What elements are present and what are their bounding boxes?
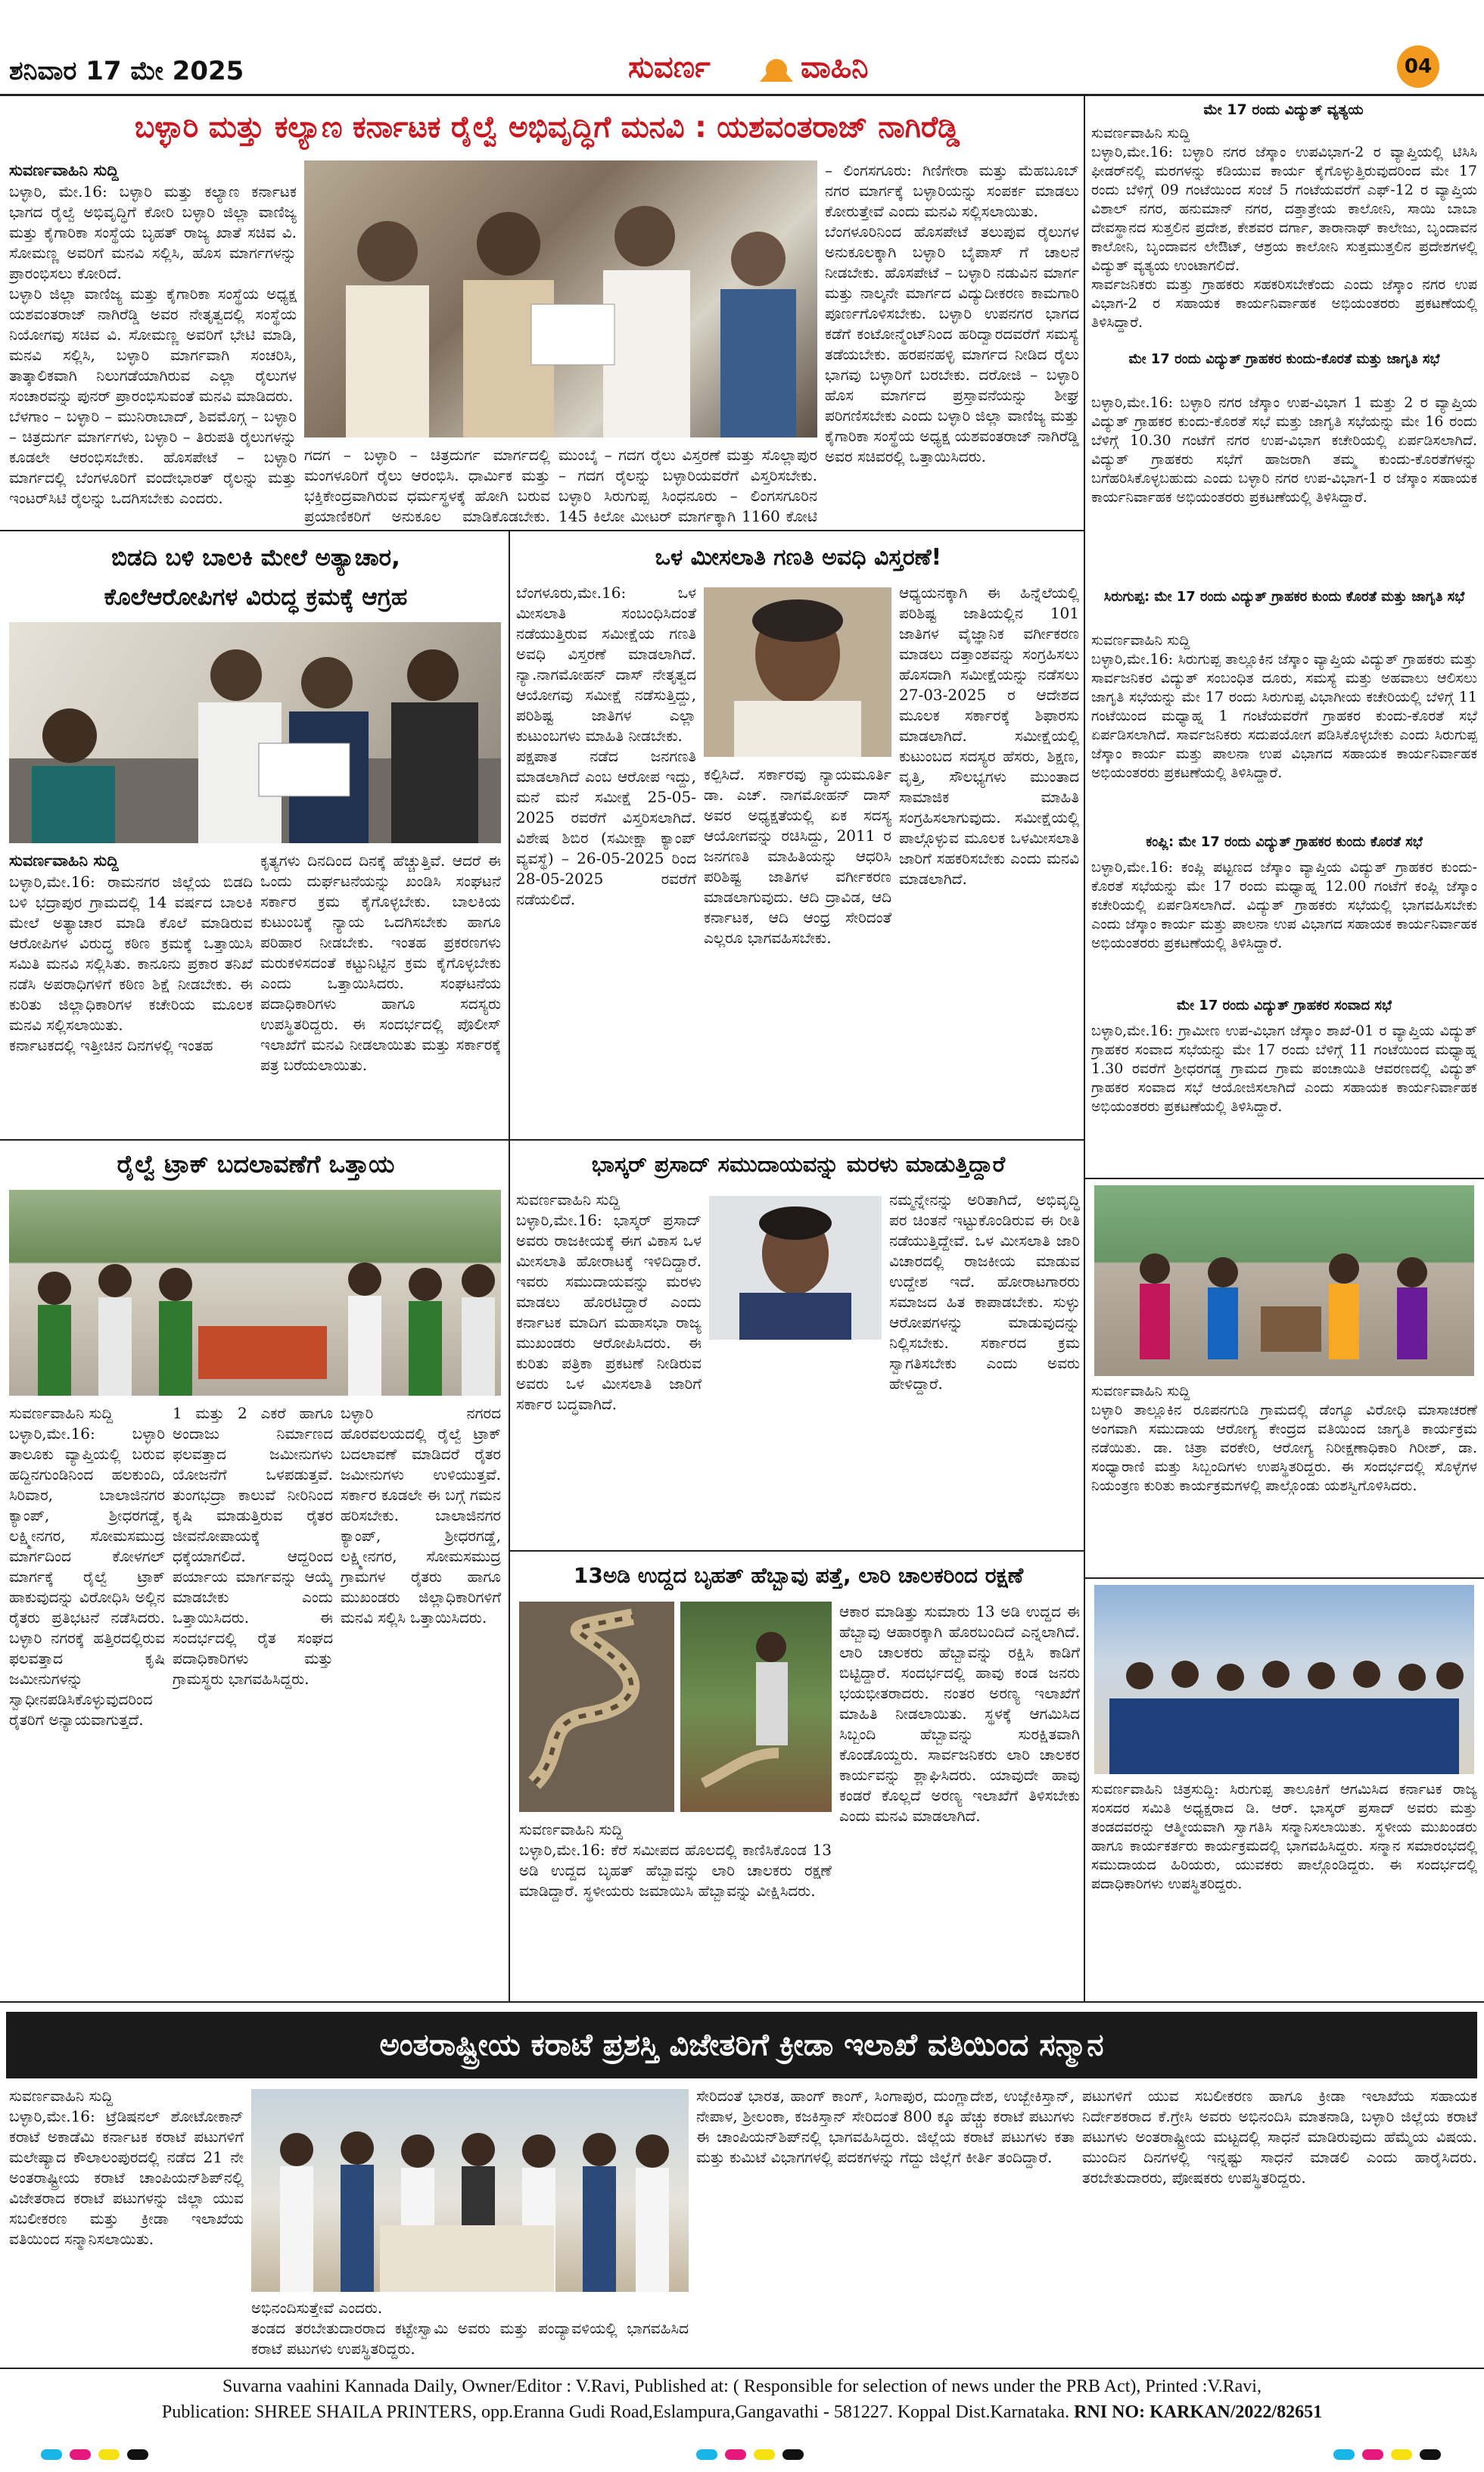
protest-crowd-icon xyxy=(9,1190,501,1396)
reservation-col2: ಕಲ್ಪಿಸಿದೆ. ಸರ್ಕಾರವು ನ್ಯಾಯಮೂರ್ತಿ ಡಾ. ಎಚ್. ನಾಗಮೋಹನ್ ದಾಸ್ ಅವರ ಅಧ್ಯಕ್ಷತೆಯಲ್ಲಿ ಏಕ ಸದಸ್ಯ ಆಯೋಗವನ್ನು ರಚಿಸಿದ್ದು, 2011 ರ ಜನಗಣತಿ ಮಾಹಿತಿಯನ್ನು ಆಧರಿಸಿ ಪರಿಶಿಷ್ಟ ಜಾತಿಗಳ ವರ್ಗೀಕರಣ ಮಾಡಲಾಗುವುದು. ಆದಿ ದ್ರಾವಿಡ, ಆದಿ ಕರ್ನಾಟಕ, ಆದಿ ಆಂಧ್ರ ಸೇರಿದಂತೆ ಎಲ್ಲರೂ ಭಾಗವಹಿಸಬೇಕು. xyxy=(704,765,891,947)
rule-above-footer xyxy=(0,2368,1484,2369)
black-mark-icon xyxy=(1420,2449,1441,2460)
photo-siruguppa-felicitation xyxy=(1094,1585,1474,1774)
photo-bellary-railway-memo xyxy=(304,160,817,437)
yellow-mark-icon xyxy=(98,2449,120,2460)
headline-power-meet-3: ಕಂಪ್ಲಿ: ಮೇ 17 ರಂದು ವಿದ್ಯುತ್ ಗ್ರಾಹಕರ ಕುಂದು ಕೊರತೆ ಸಭೆ xyxy=(1146,834,1423,850)
byline-bidadi: ಸುವರ್ಣವಾಹಿನಿ ಸುದ್ದಿ xyxy=(9,852,119,870)
masthead-rule xyxy=(0,94,1484,96)
footer-imprint xyxy=(0,2374,1484,2434)
bellary-railway-col1: ಬಳ್ಳಾರಿ, ಮೇ.16: ಬಳ್ಳಾರಿ ಮತ್ತು ಕಲ್ಯಾಣ ಕರ್ನಾಟಕ ಭಾಗದ ರೈಲ್ವೆ ಅಭಿವೃದ್ಧಿಗೆ ಕೋರಿ ಬಳ್ಳಾರಿ ಜಿಲ್ಲಾ ವಾಣಿಜ್ಯ ಮತ್ತು ಕೈಗಾರಿಕಾ ಸಂಸ್ಥೆಯ ಬೃಹತ್ ರಾಜ್ಯ ಖಾತೆ ಸಚಿವ ವಿ. ಸೋಮಣ್ಣ ಅವರಿಗೆ ಮನವಿ ಸಲ್ಲಿಸಿ, ಹೊಸ ಮಾರ್ಗಗಳನ್ನು ಪ್ರಾರಂಭಿಸಲು ಕೋರಿದೆ. ಬಳ್ಳಾರಿ ಜಿಲ್ಲಾ ವಾಣಿಜ್ಯ ಮತ್ತು ಕೈಗಾರಿಕಾ ಸಂಸ್ಥೆಯ ಅಧ್ಯಕ್ಷ ಯಶವಂತರಾಜ್ ನಾಗಿರೆಡ್ಡಿ ಅವರ ನೇತೃತ್ವದಲ್ಲಿ ಸಂಸ್ಥೆಯ ನಿಯೋಗವು ಸಚಿವ ವಿ. ಸೋಮಣ್ಣ ಅವರಿಗೆ ಭೇಟಿ ಮಾಡಿ, ಮನವಿ ಸಲ್ಲಿಸಿ, ಬಳ್ಳಾರಿ ಮಾರ್ಗವಾಗಿ ಸಂಚರಿಸಿ, ತಾತ್ಕಾಲಿಕವಾಗಿ ನಿಲುಗಡೆಯಾಗಿರುವ ಎಲ್ಲಾ ರೈಲುಗಳ ಸಂಚಾರವನ್ನು ಪುನರ್ ಪ್ರಾರಂಭಿಸುವಂತೆ ಮನವಿ ಮಾಡಿದರು. ಬೆಳಗಾಂ – ಬಳ್ಳಾರಿ – ಮುನಿರಾಬಾದ್, ಶಿವಮೊಗ್ಗ – ಬಳ್ಳಾರಿ – ಚಿತ್ರದುರ್ಗ ಮಾರ್ಗಗಳು, ಬಳ್ಳಾರಿ – ತಿರುಪತಿ ರೈಲುಗಳನ್ನು ಕೂಡಲೇ ಆರಂಭಿಸಬೇಕು. ಹೊಸಪೇಟೆ – ಬಳ್ಳಾರಿ ಮಾರ್ಗದಲ್ಲಿ ಬೆಂಗಳೂರಿಗೆ ವಂದೇಭಾರತ್ ರೈಲನ್ನು ಮತ್ತು ಇಂಟರ್‌ಸಿಟಿ ರೈಲನ್ನು ಒದಗಿಸಬೇಕು ಎಂದರು. xyxy=(9,182,297,507)
karate-col2: ಅಭಿನಂದಿಸುತ್ತೇವೆ ಎಂದರು. ತಂಡದ ತರಬೇತುದಾರರಾದ ಕಟ್ಟೇಸ್ವಾಮಿ ಅವರು ಮತ್ತು ಪಂದ್ಯಾವಳಿಯಲ್ಲಿ ಭಾಗವಹಿಸಿದ ಕರಾಟೆ ಪಟುಗಳು ಉಪಸ್ಥಿತರಿದ್ದರು. xyxy=(251,2299,689,2358)
page-number-badge xyxy=(1397,45,1439,88)
karate-col1: ಸುವರ್ಣವಾಹಿನಿ ಸುದ್ದಿ ಬಳ್ಳಾರಿ,ಮೇ.16: ಟ್ರೆಡಿಷನಲ್ ಶೋಟೋಕಾನ್ ಕರಾಟೆ ಅಕಾಡೆಮಿ ಕರ್ನಾಟಕ ಕರಾಟೆ ಪಟುಗಳಿಗೆ ಮಲೇಷ್ಯಾದ ಕೌಲಾಲಂಪುರದಲ್ಲಿ ನಡೆದ 21 ನೇ ಅಂತರಾಷ್ಟ್ರೀಯ ಕರಾಟೆ ಚಾಂಪಿಯನ್‌ಶಿಪ್‌ನಲ್ಲಿ ವಿಜೇತರಾದ ಕರಾಟೆ ಪಟುಗಳನ್ನು ಜಿಲ್ಲಾ ಯುವ ಸಬಲೀಕರಣ ಮತ್ತು ಕ್ರೀಡಾ ಇಲಾಖೆಯ ವತಿಯಿಂದ ಸನ್ಮಾನಿಸಲಾಯಿತು. xyxy=(9,2087,244,2248)
photo-python-snake xyxy=(519,1602,674,1812)
footer-line2 xyxy=(0,2399,1484,2425)
cyan-mark-icon xyxy=(696,2449,717,2460)
group-activity-icon xyxy=(1094,1185,1474,1376)
headline-power-meet-1: ಮೇ 17 ರಂದು ವಿದ್ಯುತ್ ಗ್ರಾಹಕರ ಕುಂದು-ಕೊರತೆ ಮತ್ತು ಜಾಗೃತಿ ಸಭೆ xyxy=(1128,351,1440,367)
brand-name-left: ಸುವರ್ಣ xyxy=(628,50,711,85)
rule-right-photo2 xyxy=(1084,1577,1484,1579)
bidadi-col2: ಕೃತ್ಯಗಳು ದಿನದಿಂದ ದಿನಕ್ಕೆ ಹೆಚ್ಚುತ್ತಿವೆ. ಆದರೆ ಈ ಒಂದು ದುರ್ಘಟನೆಯನ್ನು ಖಂಡಿಸಿ ಸಂಘಟನೆ ಸರ್ಕಾರ ಕ್ರಮ ಕೈಗೊಳ್ಳಬೇಕು. ಬಾಲಕಿಯ ಕುಟುಂಬಕ್ಕೆ ನ್ಯಾಯ ಒದಗಿಸಬೇಕು ಹಾಗೂ ಪರಿಹಾರ ನೀಡಬೇಕು. ಇಂತಹ ಪ್ರಕರಣಗಳು ಮರುಕಳಿಸದಂತೆ ಕಟ್ಟುನಿಟ್ಟಿನ ಕ್ರಮ ಕೈಗೊಳ್ಳಬೇಕು ಎಂದು ಒತ್ತಾಯಿಸಿದರು. ಸಂಘಟನೆಯ ಪದಾಧಿಕಾರಿಗಳು ಹಾಗೂ ಸದಸ್ಯರು ಉಪಸ್ಥಿತರಿದ್ದರು. ಈ ಸಂದರ್ಭದಲ್ಲಿ ಪೊಲೀಸ್ ಇಲಾಖೆಗೆ ಮನವಿ ನೀಡಲಾಯಿತು ಮತ್ತು ಸರ್ಕಾರಕ್ಕೆ ಪತ್ರ ಬರೆಯಲಾಯಿತು. xyxy=(260,852,501,1074)
headline-power-cut: ಮೇ 17 ರಂದು ವಿದ್ಯುತ್ ವ್ಯತ್ಯಯ xyxy=(1203,101,1364,118)
cyan-mark-icon xyxy=(41,2449,62,2460)
magenta-mark-icon xyxy=(1362,2449,1383,2460)
photo-karate-winners xyxy=(251,2089,689,2292)
divider-middle-bottom xyxy=(509,1139,510,2002)
date-label: ಶನಿವಾರ 17 ಮೇ 2025 xyxy=(9,56,244,86)
photo-python-rescue xyxy=(680,1602,832,1812)
python-col2: ಆಕಾರ ಮಾಡಿತ್ತು ಸುಮಾರು 13 ಅಡಿ ಉದ್ದದ ಈ ಹೆಬ್ಬಾವು ಆಹಾರಕ್ಕಾಗಿ ಹೊರಬಂದಿದೆ ಎನ್ನಲಾಗಿದೆ. ಲಾರಿ ಚಾಲಕರು ಹೆಬ್ಬಾವನ್ನು ರಕ್ಷಿಸಿ ಕಾಡಿಗೆ ಬಿಟ್ಟಿದ್ದಾರೆ. ಸಂದರ್ಭದಲ್ಲಿ ಹಾವು ಕಂಡ ಜನರು ಭಯಭೀತರಾದರು. ನಂತರ ಅರಣ್ಯ ಇಲಾಖೆಗೆ ಮಾಹಿತಿ ನೀಡಲಾಯಿತು. ಸ್ಥಳಕ್ಕೆ ಆಗಮಿಸಿದ ಸಿಬ್ಬಂದಿ ಹೆಬ್ಬಾವನ್ನು ಸುರಕ್ಷಿತವಾಗಿ ಕೊಂಡೊಯ್ದರು. ಸಾರ್ವಜನಿಕರು ಲಾರಿ ಚಾಲಕರ ಕಾರ್ಯವನ್ನು ಶ್ಲಾಘಿಸಿದರು. ಯಾವುದೇ ಹಾವು ಕಂಡರೆ ಕೊಲ್ಲದೆ ಅರಣ್ಯ ಇಲಾಖೆಗೆ ತಿಳಿಸಬೇಕು ಎಂದು ಮನವಿ ಮಾಡಲಾಗಿದೆ. xyxy=(839,1602,1080,1825)
page-number: 04 xyxy=(1404,55,1433,78)
headline-karate: ಅಂತರಾಷ್ಟ್ರೀಯ ಕರಾಟೆ ಪ್ರಶಸ್ತಿ ವಿಜೇತರಿಗೆ ಕ್ರೀಡಾ ಇಲಾಖೆ ವತಿಯಿಂದ ಸನ್ಮಾನ xyxy=(379,2028,1104,2063)
reservation-col1: ಬೆಂಗಳೂರು,ಮೇ.16: ಒಳ ಮೀಸಲಾತಿ ಸಂಬಂಧಿಸಿದಂತೆ ನಡೆಯುತ್ತಿರುವ ಸಮೀಕ್ಷೆಯ ಗಣತಿ ಅವಧಿ ವಿಸ್ತರಣೆ ಮಾಡಲಾಗಿದೆ. ನ್ಯಾ.ನಾಗಮೋಹನ್ ದಾಸ್ ನೇತೃತ್ವದ ಆಯೋಗವು ಸಮೀಕ್ಷೆ ನಡೆಸುತ್ತಿದ್ದು, ಪರಿಶಿಷ್ಟ ಜಾತಿಗಳ ಎಲ್ಲಾ ಕುಟುಂಬಗಳು ಮಾಹಿತಿ ನೀಡಬೇಕು. ಪಕ್ಷಪಾತ ನಡೆದ ಜನಗಣತಿ ಮಾಡಲಾಗಿದೆ ಎಂಬ ಆರೋಪ ಇದ್ದು, ಮನೆ ಮನೆ ಸಮೀಕ್ಷೆ 25-05-2025 ರವರೆಗೆ ವಿಸ್ತರಿಸಲಾಗಿದೆ. ವಿಶೇಷ ಶಿಬಿರ (ಸಮೀಕ್ಷಾ ಕ್ಯಾಂಪ್ ವ್ಯವಸ್ಥೆ) – 26-05-2025 ರಿಂದ 28-05-2025 ರವರೆಗೆ ನಡೆಯಲಿದೆ. xyxy=(516,584,696,908)
byline-bellary-railway: ಸುವರ್ಣವಾಹಿನಿ ಸುದ್ದಿ xyxy=(9,161,119,179)
black-mark-icon xyxy=(127,2449,148,2460)
railway-track-col3: ಬಳ್ಳಾರಿ ನಗರದ ಹೊರವಲಯದಲ್ಲಿ ರೈಲ್ವೆ ಟ್ರಾಕ್ ಬದಲಾವಣೆ ಮಾಡಿದರೆ ರೈತರ ಜಮೀನುಗಳು ಉಳಿಯುತ್ತವೆ. ಸರ್ಕಾರ ಕೂಡಲೇ ಈ ಬಗ್ಗೆ ಗಮನ ಹರಿಸಬೇಕು. ಬಾಲಾಜಿನಗರ ಕ್ಯಾಂಪ್, ಶ್ರೀಧರಗಡ್ಡೆ, ಲಕ್ಷ್ಮೀನಗರ, ಸೋಮಸಮುದ್ರ ಗ್ರಾಮಗಳ ರೈತರು ಹಾಗೂ ಮುಖಂಡರು ಜಿಲ್ಲಾಧಿಕಾರಿಗಳಿಗೆ ಮನವಿ ಸಲ್ಲಿಸಿ ಒತ್ತಾಯಿಸಿದರು. xyxy=(341,1404,501,1627)
railway-track-col2: 1 ಮತ್ತು 2 ಎಕರೆ ಹಾಗೂ ಅಂದಾಜು ನಿರ್ಮಾಣದ ಫಲವತ್ತಾದ ಜಮೀನುಗಳು ಯೋಜನೆಗೆ ಒಳಪಡುತ್ತವೆ. ತುಂಗಭದ್ರಾ ಕಾಲುವೆ ನೀರಿನಿಂದ ಕೃಷಿ ಮಾಡುತ್ತಿರುವ ರೈತರ ಜೀವನೋಪಾಯಕ್ಕೆ ಧಕ್ಕೆಯಾಗಲಿದೆ. ಆದ್ದರಿಂದ ಪರ್ಯಾಯ ಮಾರ್ಗವನ್ನು ಆಯ್ಕೆ ಮಾಡಬೇಕು ಎಂದು ಒತ್ತಾಯಿಸಿದರು. ಈ ಸಂದರ್ಭದಲ್ಲಿ ರೈತ ಸಂಘದ ಪದಾಧಿಕಾರಿಗಳು ಮತ್ತು ಗ್ರಾಮಸ್ಥರು ಭಾಗವಹಿಸಿದ್ದರು. xyxy=(173,1404,333,1688)
bellary-railway-col2: ಗದಗ – ಬಳ್ಳಾರಿ – ಚಿತ್ರದುರ್ಗ ಮಾರ್ಗದಲ್ಲಿ ಮಂಗಳೂರಿಗೆ ರೈಲು ಆರಂಭಿಸಿ. ಧಾರ್ಮಿಕ ಮತ್ತು ಭಕ್ತಿಕೇಂದ್ರವಾಗಿರುವ ಧರ್ಮಸ್ಥಳಕ್ಕೆ ಹೋಗಿ ಬರುವ ಪ್ರಯಾಣಿಕರಿಗೆ ಅನುಕೂಲ ಮಾಡಿಕೊಡಬೇಕು. xyxy=(304,446,550,525)
bellary-railway-col4: – ಲಿಂಗಸಗೂರು: ಗಿಣಿಗೇರಾ ಮತ್ತು ಮೆಹಬೂಬ್ ನಗರ ಮಾರ್ಗಕ್ಕೆ ಬಳ್ಳಾರಿಯನ್ನು ಸಂಪರ್ಕ ಮಾಡಲು ಕೋರುತ್ತೇವೆ ಎಂದು ಮನವಿ ಸಲ್ಲಿಸಲಾಯಿತು. ಬೆಂಗಳೂರಿನಿಂದ ಹೊಸಪೇಟೆ ತಲುಪುವ ರೈಲುಗಳ ಅನುಕೂಲಕ್ಕಾಗಿ ಬಳ್ಳಾರಿ ಬೈಪಾಸ್ ಗೆ ಚಾಲನೆ ನೀಡಬೇಕು. ಹೊಸಪೇಟೆ – ಬಳ್ಳಾರಿ ನಡುವಿನ ಮಾರ್ಗ ಮತ್ತು ನಾಲ್ಕನೇ ಮಾರ್ಗದ ವಿದ್ಯುದೀಕರಣ ಕಾಮಗಾರಿ ಪೂರ್ಣಗೊಳಿಸಬೇಕು. ಬಳ್ಳಾರಿ ಉಪನಗರ ಭಾಗದ ಕಡೆಗೆ ಕಂಟೋನ್ಮೆಂಟ್‌ನಿಂದ ಹರಿದ್ವಾರದವರೆಗೆ ಸಮಸ್ಯೆ ತಡೆಯಬೇಕು. ಹರಪನಹಳ್ಳಿ ಮಾರ್ಗದ ನೀಡಿದ ರೈಲು ಭಾಗವು ಬಳ್ಳಾರಿಗೆ ಬರಬೇಕು. ದರೋಜಿ – ಬಳ್ಳಾರಿ ಹೊಸ ಮಾರ್ಗದ ಪ್ರಸ್ತಾವನೆಯನ್ನು ಶೀಘ್ರ ಪರಿಗಣಿಸಬೇಕು ಎಂದು ಬಳ್ಳಾರಿ ಜಿಲ್ಲಾ ವಾಣಿಜ್ಯ ಮತ್ತು ಕೈಗಾರಿಕಾ ಸಂಸ್ಥೆಯ ಅಧ್ಯಕ್ಷ ಯಶವಂತರಾಜ್ ನಾಗಿರೆಡ್ಡಿ ಅವರ ಸಚಿವರಲ್ಲಿ ಒತ್ತಾಯಿಸಿದರು. xyxy=(825,161,1079,465)
brand-name-right: ವಾಹಿನಿ xyxy=(801,50,869,85)
railway-track-col1: ಸುವರ್ಣವಾಹಿನಿ ಸುದ್ದಿ ಬಳ್ಳಾರಿ,ಮೇ.16: ಬಳ್ಳಾರಿ ತಾಲೂಕು ವ್ಯಾಪ್ತಿಯಲ್ಲಿ ಬರುವ ಹದ್ದಿನಗುಂಡಿನಿಂದ ಹಲಕುಂದಿ, ಸಿರಿವಾರ, ಬಾಲಾಜಿನಗರ ಕ್ಯಾಂಪ್, ಶ್ರೀಧರಗಡ್ಡೆ, ಲಕ್ಷ್ಮೀನಗರ, ಸೋಮಸಮುದ್ರ ಮಾರ್ಗದಿಂದ ಕೋಳಗಲ್ ಮಾರ್ಗಕ್ಕೆ ರೈಲ್ವೆ ಟ್ರಾಕ್ ಹಾಕುವುದನ್ನು ವಿರೋಧಿಸಿ ಅಲ್ಲಿನ ರೈತರು ಪ್ರತಿಭಟನೆ ನಡೆಸಿದರು. ಬಳ್ಳಾರಿ ನಗರಕ್ಕೆ ಹತ್ತಿರದಲ್ಲಿರುವ ಫಲವತ್ತಾದ ಕೃಷಿ ಜಮೀನುಗಳನ್ನು ಸ್ವಾಧೀನಪಡಿಸಿಕೊಳ್ಳುವುದರಿಂದ ರೈತರಿಗೆ ಅನ್ಯಾಯವಾಗುತ್ತದೆ. xyxy=(9,1404,165,1729)
photo-bidadi-memorandum xyxy=(9,622,501,843)
rule-right-photo1 xyxy=(1084,1178,1484,1179)
headline-bidadi-line2: ಕೊಲೆಆರೋಪಿಗಳ ವಿರುದ್ಧ ಕ್ರಮಕ್ಕೆ ಆಗ್ರಹ xyxy=(104,584,408,611)
brand-logo xyxy=(628,50,954,89)
headline-internal-reservation: ಒಳ ಮೀಸಲಾತಿ ಗಣತಿ ಅವಧಿ ವಿಸ್ತರಣೆ! xyxy=(655,544,942,571)
rule-bhaskar-python xyxy=(509,1550,1084,1552)
karate-col4: ಪಟುಗಳಿಗೆ ಯುವ ಸಬಲೀಕರಣ ಹಾಗೂ ಕ್ರೀಡಾ ಇಲಾಖೆಯ ಸಹಾಯಕ ನಿರ್ದೇಶಕರಾದ ಕೆ.ಗ್ರೇಸಿ ಅವರು ಅಭಿನಂದಿಸಿ ಮಾತನಾಡಿ, ಬಳ್ಳಾರಿ ಜಿಲ್ಲೆಯ ಕರಾಟೆ ಪಟುಗಳು ಅಂತರಾಷ್ಟ್ರೀಯ ಮಟ್ಟದಲ್ಲಿ ಸಾಧನೆ ಮಾಡಿರುವುದು ಹೆಮ್ಮೆಯ ವಿಷಯ. ಮುಂದಿನ ದಿನಗಳಲ್ಲಿ ಇನ್ನಷ್ಟು ಸಾಧನೆ ಮಾಡಲಿ ಎಂದು ಹಾರೈಸಿದರು. ತರಬೇತುದಾರರು, ಪೋಷಕರು ಉಪಸ್ಥಿತರಿದ್ದರು. xyxy=(1082,2087,1477,2187)
black-mark-icon xyxy=(782,2449,804,2460)
power-meet-2-body: ಸುವರ್ಣವಾಹಿನಿ ಸುದ್ದಿ ಬಳ್ಳಾರಿ,ಮೇ.16: ಸಿರುಗುಪ್ಪ ತಾಲ್ಲೂಕಿನ ಜೆಸ್ಕಾಂ ವ್ಯಾಪ್ತಿಯ ವಿದ್ಯುತ್ ಗ್ರಾಹಕರು ಮತ್ತು ಸಾರ್ವಜನಿಕರ ವಿದ್ಯುತ್ ಸಂಬಂಧಿತ ದೂರು, ಸಮಸ್ಯೆ ಮತ್ತು ಅಹವಾಲು ಆಲಿಸಲು ಜಾಗೃತಿ ಸಭೆಯನ್ನು ಮೇ 17 ರಂದು ಸಿರುಗುಪ್ಪ ವಿಭಾಗೀಯ ಕಚೇರಿಯಲ್ಲಿ ಬೆಳಿಗ್ಗೆ 11 ಗಂಟೆಯಿಂದ ಮಧ್ಯಾಹ್ನ 1 ಗಂಟೆಯವರೆಗೆ ಗ್ರಾಹಕರ ಕುಂದು-ಕೊರತೆ ಸಭೆ ಏರ್ಪಡಿಸಲಾಗಿದೆ. ಸಾರ್ವಜನಿಕರು ಸದುಪಯೋಗ ಪಡಿಸಿಕೊಳ್ಳಬೇಕು ಎಂದು ಸಿರುಗುಪ್ಪ ಜೆಸ್ಕಾಂ ಕಾರ್ಯ ಮತ್ತು ಪಾಲನಾ ಉಪ ವಿಭಾಗದ ಸಹಾಯಕ ಕಾರ್ಯನಿರ್ವಾಹಕ ಅಭಿಯಂತರರು ಪ್ರಕಟಣೆಯಲ್ಲಿ ತಿಳಿಸಿದ್ದಾರೆ. xyxy=(1091,632,1477,781)
right-column-divider xyxy=(1084,94,1085,2001)
rule-below-railway xyxy=(0,530,1084,531)
group-photo-icon xyxy=(251,2089,689,2292)
headline-python-rescue: 13ಅಡಿ ಉದ್ದದ ಬೃಹತ್ ಹೆಬ್ಬಾವು ಪತ್ತೆ, ಲಾರಿ ಚಾಲಕರಿಂದ ರಕ್ಷಣೆ xyxy=(573,1563,1024,1588)
bellary-railway-col3: ಮುಂಬೈ – ಗದಗ ರೈಲು ವಿಸ್ತರಣೆ ಮತ್ತು ಸೊಲ್ಲಾಪುರ – ಗದಗ ರೈಲನ್ನು ಬಳ್ಳಾರಿಯವರೆಗೆ ವಿಸ್ತರಿಸಬೇಕು. ಬಳ್ಳಾರಿ ಸಿರುಗುಪ್ಪ ಸಿಂಧನೂರು – ಲಿಂಗಸಗೂರಿನ 145 ಕಿಲೋ ಮೀಟರ್ ಮಾರ್ಗಕ್ಕಾಗಿ 1160 ಕೋಟಿ xyxy=(558,446,817,525)
photo-reservation-official xyxy=(704,587,891,757)
footer-publication: Publication: SHREE SHAILA PRINTERS, opp.Eranna Gudi Road,Eslampura,Gangavathi - 581227. Koppal Dist.Karnataka. xyxy=(161,2402,1075,2422)
reservation-col3: ಆಧ್ಯಯನಕ್ಕಾಗಿ ಈ ಹಿನ್ನೆಲೆಯಲ್ಲಿ ಪರಿಶಿಷ್ಟ ಜಾತಿಯಲ್ಲಿನ 101 ಜಾತಿಗಳ ವೈಜ್ಞಾನಿಕ ವರ್ಗೀಕರಣ ಮಾಡಲು ದತ್ತಾಂಶವನ್ನು ಸಂಗ್ರಹಿಸಲು ಹೊಸದಾಗಿ ಸಮೀಕ್ಷೆಯನ್ನು ನಡೆಸಲು 27-03-2025 ರ ಆದೇಶದ ಮೂಲಕ ಸರ್ಕಾರಕ್ಕೆ ಶಿಫಾರಸು ಮಾಡಲಾಗಿದೆ. ಸಮೀಕ್ಷೆಯಲ್ಲಿ ಕುಟುಂಬದ ಸದಸ್ಯರ ಹೆಸರು, ಶಿಕ್ಷಣ, ವೃತ್ತಿ, ಸೌಲಭ್ಯಗಳು ಮುಂತಾದ ಸಾಮಾಜಿಕ ಮಾಹಿತಿ ಸಂಗ್ರಹಿಸಲಾಗುವುದು. ಸಮೀಕ್ಷೆಯಲ್ಲಿ ಪಾಲ್ಗೊಳ್ಳುವ ಮೂಲಕ ಒಳಮೀಸಲಾತಿ ಜಾರಿಗೆ ಸಹಕರಿಸಬೇಕು ಎಂದು ಮನವಿ ಮಾಡಲಾಗಿದೆ. xyxy=(899,584,1079,888)
photo-farmers-protest xyxy=(9,1190,501,1396)
bidadi-col1: ಬಳ್ಳಾರಿ,ಮೇ.16: ರಾಮನಗರ ಜಿಲ್ಲೆಯ ಬಿಡದಿ ಬಳಿ ಭದ್ರಾಪುರ ಗ್ರಾಮದಲ್ಲಿ 14 ವರ್ಷದ ಬಾಲಕಿ ಮೇಲೆ ಅತ್ಯಾಚಾರ ಮಾಡಿ ಕೊಲೆ ಮಾಡಿರುವ ಆರೋಪಿಗಳ ವಿರುದ್ಧ ಕಠಿಣ ಕ್ರಮಕ್ಕೆ ಒತ್ತಾಯಿಸಿ ಸಮಿತಿ ಮನವಿ ಸಲ್ಲಿಸಿತು. ಕಾನೂನು ಪ್ರಕಾರ ತನಿಖೆ ನಡೆಸಿ ಅಪರಾಧಿಗಳಿಗೆ ಕಠಿಣ ಶಿಕ್ಷೆ ನೀಡಬೇಕು. ಈ ಕುರಿತು ಜಿಲ್ಲಾಧಿಕಾರಿಗಳ ಕಚೇರಿಯ ಮೂಲಕ ಮನವಿ ಸಲ್ಲಿಸಲಾಯಿತು. ಕರ್ನಾಟಕದಲ್ಲಿ ಇತ್ತೀಚಿನ ದಿನಗಳಲ್ಲಿ ಇಂತಹ xyxy=(9,873,253,1054)
yellow-mark-icon xyxy=(1391,2449,1412,2460)
cyan-mark-icon xyxy=(1333,2449,1355,2460)
footer-rni: RNI NO: KARKAN/2022/82651 xyxy=(1074,2402,1323,2422)
bhaskar-col1: ಸುವರ್ಣವಾಹಿನಿ ಸುದ್ದಿ ಬಳ್ಳಾರಿ,ಮೇ.16: ಭಾಸ್ಕರ್ ಪ್ರಸಾದ್ ಅವರು ರಾಜಕೀಯಕ್ಕೆ ಈಗ ವಿಕಾಸ ಒಳ ಮೀಸಲಾತಿ ಹೋರಾಟಕ್ಕೆ ಇಳಿದಿದ್ದಾರೆ. ಇವರು ಸಮುದಾಯವನ್ನು ಮರಳು ಮಾಡಲು ಹೊರಟಿದ್ದಾರೆ ಎಂದು ಕರ್ನಾಟಕ ಮಾದಿಗ ಮಹಾಸಭಾ ರಾಜ್ಯ ಮುಖಂಡರು ಆರೋಪಿಸಿದರು. ಈ ಕುರಿತು ಪತ್ರಿಕಾ ಪ್ರಕಟಣೆ ನೀಡಿರುವ ಅವರು ಒಳ ಮೀಸಲಾತಿ ಜಾರಿಗೆ ಸರ್ಕಾರ ಬದ್ಧವಾಗಿದೆ. xyxy=(516,1191,702,1413)
rule-below-middle xyxy=(0,1139,1084,1141)
portrait-icon xyxy=(709,1196,882,1340)
headline-power-meet-2: ಸಿರುಗುಪ್ಪ: ಮೇ 17 ರಂದು ವಿದ್ಯುತ್ ಗ್ರಾಹಕರ ಕುಂದು ಕೊರತೆ ಮತ್ತು ಜಾಗೃತಿ ಸಭೆ xyxy=(1103,589,1465,605)
python-col1: ಸುವರ್ಣವಾಹಿನಿ ಸುದ್ದಿ ಬಳ್ಳಾರಿ,ಮೇ.16: ಕೆರೆ ಸಮೀಪದ ಹೊಲದಲ್ಲಿ ಕಾಣಿಸಿಕೊಂಡ 13 ಅಡಿ ಉದ್ದದ ಬೃಹತ್ ಹೆಬ್ಬಾವನ್ನು ಲಾರಿ ಚಾಲಕರು ರಕ್ಷಣೆ ಮಾಡಿದ್ದಾರೆ. ಸ್ಥಳೀಯರು ಜಮಾಯಿಸಿ ಹೆಬ್ಬಾವನ್ನು ವೀಕ್ಷಿಸಿದರು. xyxy=(519,1820,832,1900)
power-meet-1-body: ಬಳ್ಳಾರಿ,ಮೇ.16: ಬಳ್ಳಾರಿ ನಗರ ಜೆಸ್ಕಾಂ ಉಪ-ವಿಭಾಗ 1 ಮತ್ತು 2 ರ ವ್ಯಾಪ್ತಿಯ ವಿದ್ಯುತ್ ಗ್ರಾಹಕರ ಕುಂದು-ಕೊರತೆ ಸಭೆ ಮತ್ತು ಜಾಗೃತಿ ಸಭೆಯನ್ನು ಮೇ 16 ರಂದು ಬೆಳಿಗ್ಗೆ 10.30 ಗಂಟೆಗೆ ನಗರ ಉಪ-ವಿಭಾಗ ಕಚೇರಿಯಲ್ಲಿ ಏರ್ಪಡಿಸಲಾಗಿದೆ. ವಿದ್ಯುತ್ ಗ್ರಾಹಕರು ಸಭೆಗೆ ಹಾಜರಾಗಿ ತಮ್ಮ ಕುಂದು-ಕೊರತೆಗಳನ್ನು ಬಗೆಹರಿಸಿಕೊಳ್ಳಬಹುದು ಎಂದು ಬಳ್ಳಾರಿ ನಗರ ಉಪ-ವಿಭಾಗ-1 ರ ಜೆಸ್ಕಾಂ ಸಹಾಯಕ ಕಾರ್ಯನಿರ್ವಾಹಕ ಅಭಿಯಂತರರು ಪ್ರಕಟಣೆಯಲ್ಲಿ ತಿಳಿಸಿದ್ದಾರೆ. xyxy=(1091,394,1477,506)
headline-bellary-railway: ಬಳ್ಳಾರಿ ಮತ್ತು ಕಲ್ಯಾಣ ಕರ್ನಾಟಕ ರೈಲ್ವೆ ಅಭಿವೃದ್ಧಿಗೆ ಮನವಿ : ಯಶವಂತರಾಜ್ ನಾಗಿರೆಡ್ಡಿ xyxy=(134,111,960,145)
magenta-mark-icon xyxy=(725,2449,746,2460)
yellow-mark-icon xyxy=(754,2449,775,2460)
power-meet-4-body: ಬಳ್ಳಾರಿ,ಮೇ.16: ಗ್ರಾಮೀಣ ಉಪ-ವಿಭಾಗ ಜೆಸ್ಕಾಂ ಶಾಖೆ-01 ರ ವ್ಯಾಪ್ತಿಯ ವಿದ್ಯುತ್ ಗ್ರಾಹಕರ ಸಂವಾದ ಸಭೆಯನ್ನು ಮೇ 17 ರಂದು ಬೆಳಿಗ್ಗೆ 11 ಗಂಟೆಯಿಂದ ಮಧ್ಯಾಹ್ನ 1.30 ರವರೆಗೆ ಶ್ರೀಧರಗಡ್ಡ ಗ್ರಾಮದ ಗ್ರಾಮ ಪಂಚಾಯಿತಿ ಆವರಣದಲ್ಲಿ ವಿದ್ಯುತ್ ಗ್ರಾಹಕರ ಸಂವಾದ ಸಭೆ ಆಯೋಜಿಸಲಾಗಿದೆ ಎಂದು ಸಹಾಯಕ ಕಾರ್ಯನಿರ್ವಾಹಕ ಅಭಿಯಂತರರು ಪ್ರಕಟಣೆಯಲ್ಲಿ ತಿಳಿಸಿದ್ದಾರೆ. xyxy=(1091,1023,1477,1115)
magenta-mark-icon xyxy=(70,2449,91,2460)
headline-railway-track: ರೈಲ್ವೆ ಟ್ರಾಕ್ ಬದಲಾವಣೆಗೆ ಒತ್ತಾಯ xyxy=(117,1150,395,1178)
karate-col3: ಸೇರಿದಂತೆ ಭಾರತ, ಹಾಂಗ್ ಕಾಂಗ್, ಸಿಂಗಾಪುರ, ದುಂಗ್ಲಾದೇಶ, ಉಜ್ಬೇಕಿಸ್ತಾನ್, ನೇಪಾಳ, ಶ್ರೀಲಂಕಾ, ಕಜಕಿಸ್ತಾನ್ ಸೇರಿದಂತೆ 800 ಕ್ಕೂ ಹೆಚ್ಚು ಕರಾಟೆ ಪಟುಗಳು ಈ ಚಾಂಪಿಯನ್‌ಶಿಪ್‌ನಲ್ಲಿ ಭಾಗವಹಿಸಿದ್ದರು. ಜಿಲ್ಲೆಯ ಕರಾಟೆ ಪಟುಗಳು ಕತಾ ಮತ್ತು ಕುಮಿಟೆ ವಿಭಾಗಗಳಲ್ಲಿ ಪದಕಗಳನ್ನು ಗೆದ್ದು ಜಿಲ್ಲೆಗೆ ಕೀರ್ತಿ ತಂದಿದ್ದಾರೆ. xyxy=(696,2087,1075,2166)
masthead xyxy=(0,0,1484,91)
group-photo-icon xyxy=(1094,1585,1474,1774)
karate-headline-banner xyxy=(6,2012,1477,2078)
photo-bhaskar-prasad xyxy=(709,1196,882,1340)
rule-above-karate xyxy=(0,2001,1484,2003)
python-snake-icon xyxy=(519,1602,674,1812)
bhaskar-col1b: ನಮ್ಮನ್ನೇನನ್ನು ಅರಿತಾಗಿದೆ, ಅಭಿವೃದ್ಧಿ ಪರ ಚಿಂತನೆ ಇಟ್ಟುಕೊಂಡಿರುವ ಈ ರೀತಿ ನಡೆಯುತ್ತಿದ್ದೇವೆ. ಒಳ ಮೀಸಲಾತಿ ಜಾರಿ ವಿಚಾರದಲ್ಲಿ ರಾಜಕೀಯ ಮಾಡುವ ಉದ್ದೇಶ ಇದೆ. ಹೋರಾಟಗಾರರು ಸಮಾಜದ ಹಿತ ಕಾಪಾಡಬೇಕು. ಸುಳ್ಳು ಆರೋಪಗಳನ್ನು ಮಾಡುವುದನ್ನು ನಿಲ್ಲಿಸಬೇಕು. ಸರ್ಕಾರದ ಕ್ರಮ ಸ್ವಾಗತಿಸಬೇಕು ಎಂದು ಅವರು ಹೇಳಿದ್ದಾರೆ. xyxy=(889,1191,1080,1393)
photo-dengue-awareness xyxy=(1094,1185,1474,1376)
headline-bidadi-line1: ಬಿಡದಿ ಬಳಿ ಬಾಲಕಿ ಮೇಲೆ ಅತ್ಯಾಚಾರ, xyxy=(111,544,400,571)
people-silhouette-icon xyxy=(304,160,817,437)
rescuer-icon xyxy=(680,1602,832,1812)
footer-line1: Suvarna vaahini Kannada Daily, Owner/Editor : V.Ravi, Published at: ( Responsible for selection of news under the PRB Act), Printed :V.Ravi, xyxy=(222,2377,1262,2396)
power-meet-3-body: ಬಳ್ಳಾರಿ,ಮೇ.16: ಕಂಪ್ಲಿ ಪಟ್ಟಣದ ಜೆಸ್ಕಾಂ ವ್ಯಾಪ್ತಿಯ ವಿದ್ಯುತ್ ಗ್ರಾಹಕರ ಕುಂದು-ಕೊರತೆ ಸಭೆಯನ್ನು ಮೇ 17 ರಂದು ಮಧ್ಯಾಹ್ನ 12.00 ಗಂಟೆಗೆ ಕಂಪ್ಲಿ ಜೆಸ್ಕಾಂ ಕಚೇರಿಯಲ್ಲಿ ಏರ್ಪಡಿಸಲಾಗಿದೆ. ವಿದ್ಯುತ್ ಗ್ರಾಹಕರು ಸಭೆಯಲ್ಲಿ ಭಾಗವಹಿಸಬೇಕು ಎಂದು ಜೆಸ್ಕಾಂ ಕಾರ್ಯ ಮತ್ತು ಪಾಲನಾ ಉಪ ವಿಭಾಗದ ಸಹಾಯಕ ಕಾರ್ಯನಿರ್ವಾಹಕ ಅಭಿಯಂತರರು ಪ್ರಕಟಣೆಯಲ್ಲಿ ತಿಳಿಸಿದ್ದಾರೆ. xyxy=(1091,859,1477,951)
headline-bhaskar-prasad: ಭಾಸ್ಕರ್ ಪ್ರಸಾದ್ ಸಮುದಾಯವನ್ನು ಮರಳು ಮಾಡುತ್ತಿದ್ದಾರೆ xyxy=(591,1151,1006,1177)
power-cut-body: ಸುವರ್ಣವಾಹಿನಿ ಸುದ್ದಿ ಬಳ್ಳಾರಿ,ಮೇ.16: ಬಳ್ಳಾರಿ ನಗರ ಜೆಸ್ಕಾಂ ಉಪವಿಭಾಗ-2 ರ ವ್ಯಾಪ್ತಿಯಲ್ಲಿ ಟಿಸಿಸಿ ಫೀಡರ್‌ನಲ್ಲಿ ಮರಗಳನ್ನು ಕಡಿಯುವ ಕಾರ್ಯ ಕೈಗೊಳ್ಳುತ್ತಿರುವುದರಿಂದ ಮೇ 17 ರಂದು ಬೆಳಿಗ್ಗೆ 09 ಗಂಟೆಯಿಂದ ಸಂಜೆ 5 ಗಂಟೆಯವರೆಗೆ ಎಫ್-12 ರ ವ್ಯಾಪ್ತಿಯ ವಿಶಾಲ್ ನಗರ, ಹನುಮಾನ್ ನಗರ, ದತ್ತಾತ್ರೇಯ ಕಾಲೋನಿ, ಸಾಯಿ ಬಾಬಾ ದೇವಸ್ಥಾನದ ಸುತ್ತಲಿನ ಪ್ರದೇಶ, ಕೇಶವರ ದರ್ಗಾ, ತಾರಾನಾಥ್ ಕಾಲೇಜು, ಬೃಂದಾವನ ಕಾಲೋನಿ, ಬೃಂದಾವನ ಲೇಔಟ್, ಆಶ್ರಯ ಕಾಲೋನಿ ಸುತ್ತಮುತ್ತಲಿನ ಪ್ರದೇಶಗಳಲ್ಲಿ ವಿದ್ಯುತ್ ವ್ಯತ್ಯಯ ಉಂಟಾಗಲಿದೆ. ಸಾರ್ವಜನಿಕರು ಮತ್ತು ಗ್ರಾಹಕರು ಸಹಕರಿಸಬೇಕೆಂದು ಎಂದು ಜೆಸ್ಕಾಂ ನಗರ ಉಪ ವಿಭಾಗ-2 ರ ಸಹಾಯಕ ಕಾರ್ಯನಿರ್ವಾಹಕ ಅಭಿಯಂತರರು ಪ್ರಕಟಣೆಯಲ್ಲಿ ತಿಳಿಸಿದ್ದಾರೆ. xyxy=(1091,125,1477,331)
sun-emblem-icon xyxy=(755,50,798,86)
siruguppa-body: ಸುವರ್ಣವಾಹಿನಿ ಚಿತ್ರಸುದ್ದಿ: ಸಿರುಗುಪ್ಪ ತಾಲೂಕಿಗೆ ಆಗಮಿಸಿದ ಕರ್ನಾಟಕ ರಾಜ್ಯ ಸಂಸದರ ಸಮಿತಿ ಅಧ್ಯಕ್ಷರಾದ ಡಿ. ಆರ್. ಭಾಸ್ಕರ್ ಪ್ರಸಾದ್ ಅವರು ಮತ್ತು ತಂಡದವರನ್ನು ಆತ್ಮೀಯವಾಗಿ ಸ್ವಾಗತಿಸಿ ಸನ್ಮಾನಿಸಲಾಯಿತು. ಸ್ಥಳೀಯ ಮುಖಂಡರು ಹಾಗೂ ಕಾರ್ಯಕರ್ತರು ಕಾರ್ಯಕ್ರಮದಲ್ಲಿ ಭಾಗವಹಿಸಿದ್ದರು. ಸನ್ಮಾನ ಸಮಾರಂಭದಲ್ಲಿ ಸಮುದಾಯದ ಹಿರಿಯರು, ಯುವಕರು ಪಾಲ್ಗೊಂಡಿದ್ದರು. ಈ ಸಂದರ್ಭದಲ್ಲಿ ಪದಾಧಿಕಾರಿಗಳು ಉಪಸ್ಥಿತರಿದ್ದರು. xyxy=(1091,1781,1477,1892)
people-silhouette-icon xyxy=(9,622,501,843)
portrait-icon xyxy=(704,587,891,757)
dengue-body: ಸುವರ್ಣವಾಹಿನಿ ಸುದ್ದಿ ಬಳ್ಳಾರಿ ತಾಲ್ಲೂಕಿನ ರೂಪನಗುಡಿ ಗ್ರಾಮದಲ್ಲಿ ಡೆಂಗ್ಯೂ ವಿರೋಧಿ ಮಾಸಾಚರಣೆ ಅಂಗವಾಗಿ ಸಮುದಾಯ ಆರೋಗ್ಯ ಕೇಂದ್ರದ ವತಿಯಿಂದ ಜಾಗೃತಿ ಕಾರ್ಯಕ್ರಮ ನಡೆಯಿತು. ಡಾ. ಚಿತ್ರಾ ವರಕೇರಿ, ಆರೋಗ್ಯ ನಿರೀಕ್ಷಣಾಧಿಕಾರಿ ಗಿರೀಶ್, ಡಾ. ಸಂಧ್ಯಾರಾಣಿ ಮತ್ತು ಸಿಬ್ಬಂದಿಗಳು ಉಪಸ್ಥಿತರಿದ್ದರು. ಈ ಸಂದರ್ಭದಲ್ಲಿ ಸೊಳ್ಳೆಗಳ ನಿಯಂತ್ರಣ ಕುರಿತು ಕಾರ್ಯಕ್ರಮಗಳಲ್ಲಿ ಪಾಲ್ಗೊಂಡು ಯಶಸ್ವಿಗೊಳಿಸಿದರು. xyxy=(1091,1383,1477,1494)
headline-power-meet-4: ಮೇ 17 ರಂದು ವಿದ್ಯುತ್ ಗ್ರಾಹಕರ ಸಂವಾದ ಸಭೆ xyxy=(1177,998,1392,1013)
divider-middle-top xyxy=(509,530,510,1139)
